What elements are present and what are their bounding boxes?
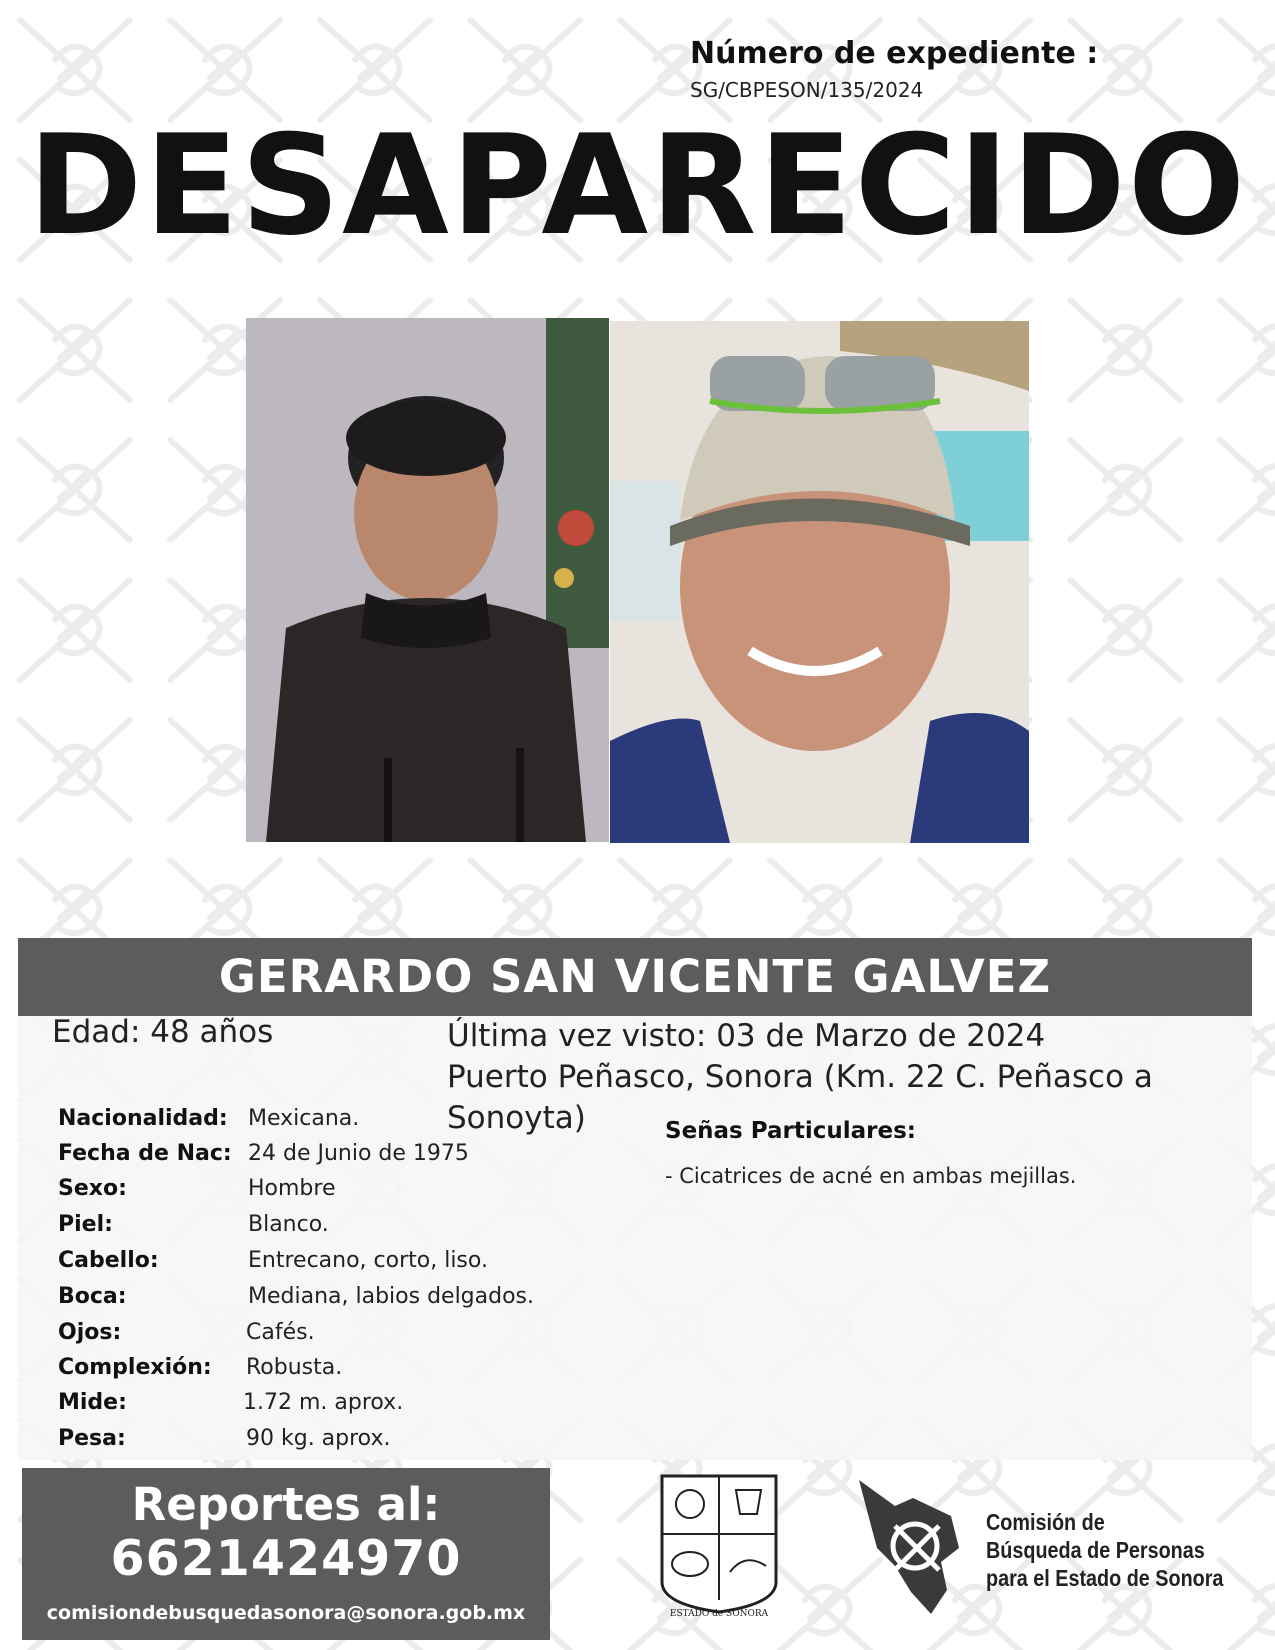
detail-label: Cabello: <box>58 1248 159 1273</box>
detail-row-ojos <box>58 1320 618 1354</box>
photo-selfie-cap <box>610 321 1029 843</box>
portrait-illustration <box>246 318 609 842</box>
photo-portrait-jacket <box>246 318 609 842</box>
detail-row-mide <box>58 1390 618 1424</box>
detail-value: Mexicana. <box>248 1106 360 1131</box>
detail-label: Pesa: <box>58 1426 126 1451</box>
detail-row-fecha-nac <box>58 1141 618 1175</box>
detail-value: 24 de Junio de 1975 <box>248 1141 469 1166</box>
last-seen-location: Puerto Peñasco, Sonora (Km. 22 C. Peñasco a Sonoyta) <box>447 1059 1153 1136</box>
file-number-value: SG/CBPESON/135/2024 <box>690 78 924 102</box>
detail-value: 1.72 m. aprox. <box>243 1390 404 1415</box>
commission-line-2: Búsqueda de Personas <box>986 1537 1205 1563</box>
detail-label: Piel: <box>58 1212 113 1237</box>
detail-row-cabello <box>58 1248 618 1282</box>
report-phone-number[interactable]: 6621424970 <box>110 1530 462 1587</box>
detail-row-piel <box>58 1212 618 1246</box>
last-seen-date: Última vez visto: 03 de Marzo de 2024 <box>447 1018 1046 1054</box>
seal-caption: ESTADO de SONORA <box>669 1609 769 1619</box>
report-email[interactable]: comisiondebusquedasonora@sonora.gob.mx <box>46 1602 526 1624</box>
sonora-map-icon <box>855 1478 965 1618</box>
missing-headline: DESAPARECIDO <box>27 105 1248 266</box>
detail-row-complexion <box>58 1355 618 1389</box>
report-contact-box <box>22 1468 550 1640</box>
person-name-banner: GERARDO SAN VICENTE GALVEZ <box>18 938 1252 1016</box>
person-age: Edad: 48 años <box>52 1014 274 1050</box>
detail-label: Sexo: <box>58 1176 127 1201</box>
detail-row-nacionalidad <box>58 1106 618 1140</box>
commission-map-logo <box>855 1478 965 1618</box>
distinguishing-mark-item: - Cicatrices de acné en ambas mejillas. <box>665 1164 1077 1188</box>
detail-label: Boca: <box>58 1284 127 1309</box>
file-number-label: Número de expediente : <box>690 36 1099 71</box>
detail-value: Cafés. <box>246 1320 315 1345</box>
detail-label: Mide: <box>58 1390 127 1415</box>
detail-value: Robusta. <box>246 1355 343 1380</box>
detail-row-boca <box>58 1284 618 1318</box>
selfie-illustration <box>610 321 1029 843</box>
detail-row-pesa <box>58 1426 618 1460</box>
detail-value: 90 kg. aprox. <box>246 1426 391 1451</box>
detail-label: Nacionalidad: <box>58 1106 228 1131</box>
commission-name <box>986 1508 1223 1592</box>
commission-line-1: Comisión de <box>986 1509 1105 1535</box>
detail-row-sexo <box>58 1176 618 1210</box>
seal-shield-icon <box>656 1472 782 1619</box>
detail-value: Hombre <box>248 1176 336 1201</box>
detail-value: Blanco. <box>248 1212 329 1237</box>
detail-label: Complexión: <box>58 1355 212 1380</box>
commission-line-3: para el Estado de Sonora <box>986 1565 1224 1591</box>
detail-value: Mediana, labios delgados. <box>248 1284 535 1309</box>
sonora-state-seal <box>656 1472 782 1619</box>
detail-value: Entrecano, corto, liso. <box>248 1248 488 1273</box>
report-title: Reportes al: <box>131 1478 441 1531</box>
detail-label: Fecha de Nac: <box>58 1141 232 1166</box>
distinguishing-marks-title: Señas Particulares: <box>665 1118 916 1144</box>
detail-label: Ojos: <box>58 1320 122 1345</box>
